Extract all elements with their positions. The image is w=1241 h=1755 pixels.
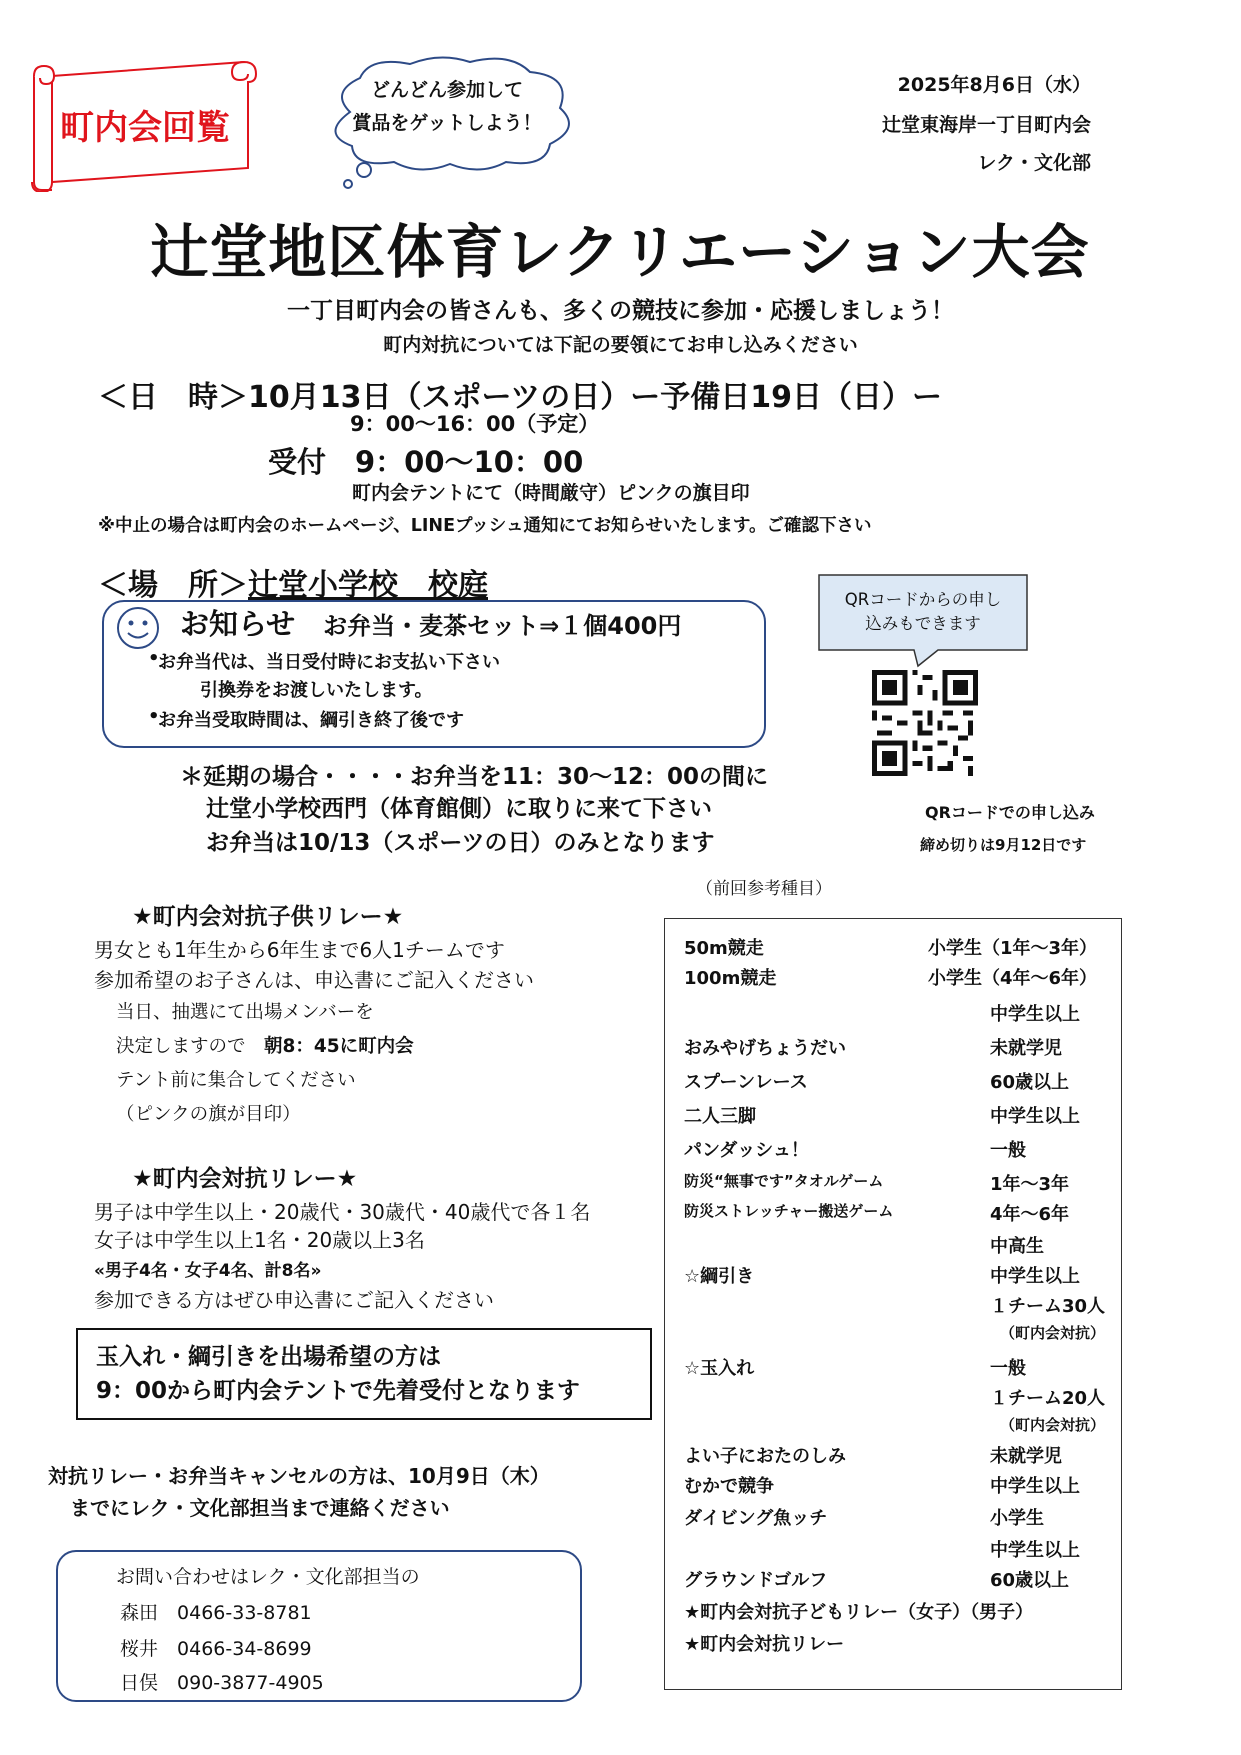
department: レク・文化部 (977, 152, 1091, 174)
previous-events-caption: （前回参考種目） (696, 879, 832, 899)
relay-line: 女子は中学生以上1名・20歳以上3名 (94, 1228, 425, 1252)
event-eligibility: 未就学児 (990, 1038, 1062, 1059)
event-eligibility: 60歳以上 (990, 1072, 1070, 1093)
reception-time: 受付 9：00〜10：00 (268, 445, 584, 479)
event-name: 50m競走 (684, 938, 764, 959)
notice-item: • お弁当受取時間は、綱引き終了後です (158, 706, 464, 732)
qr-callout-line: QRコードからの申し (844, 590, 1002, 609)
cloud-line: 賞品をゲットしよう！ (352, 112, 542, 134)
circulation-badge: 町内会回覧 (60, 108, 230, 148)
event-time: 9：00〜16：00（予定） (350, 412, 600, 436)
subtitle-1: 一丁目町内会の皆さんも、多くの競技に参加・応援しましょう！ (287, 298, 954, 324)
relay-heading: ★町内会対抗リレー★ (132, 1166, 358, 1192)
event-name: ☆玉入れ (684, 1358, 755, 1379)
notice-item: 引換券をお渡しいたします。 (200, 680, 433, 701)
event-title: 辻堂地区体育レクリエーション大会 (150, 218, 1090, 286)
kids-relay-line: テント前に集合してください (116, 1070, 356, 1091)
event-name: 防災“無事です”タオルゲーム (684, 1172, 884, 1190)
notice-heading: お知らせ (180, 607, 296, 641)
contact-row (120, 1634, 312, 1661)
relay-line: 男子は中学生以上・20歳代・30歳代・40歳代で各１名 (94, 1200, 591, 1224)
relay-line: «男子4名・女子4名、計8名» (94, 1261, 322, 1281)
event-name: むかで競争 (684, 1476, 774, 1497)
event-name: 二人三脚 (684, 1106, 756, 1127)
postpone-line: お弁当は10/13（スポーツの日）のみとなります (206, 830, 715, 856)
event-eligibility: 中学生以上 (990, 1476, 1080, 1497)
qr-deadline: 締め切りは9月12日です (920, 836, 1087, 854)
contact-name: 日俣 (120, 1672, 159, 1694)
postpone-line: ＊延期の場合・・・・お弁当を11：30〜12：00の間に (180, 764, 769, 790)
event-eligibility: 60歳以上 (990, 1570, 1070, 1591)
contact-phone[interactable]: 0466-33-8781 (177, 1602, 312, 1624)
qr-code[interactable] (872, 670, 978, 776)
event-name: ★町内会対抗リレー (684, 1634, 845, 1655)
event-eligibility: 中学生以上 (990, 1266, 1080, 1287)
event-name: グラウンドゴルフ (684, 1570, 828, 1591)
contact-phone[interactable]: 0466-34-8699 (177, 1638, 312, 1660)
qr-callout (820, 588, 1026, 636)
contact-phone[interactable]: 090-3877-4905 (177, 1672, 324, 1694)
event-eligibility: 中学生以上 (990, 1004, 1080, 1025)
kids-relay-line (116, 1032, 414, 1058)
contact-intro: お問い合わせはレク・文化部担当の (116, 1566, 420, 1588)
event-name: 防災ストレッチャー搬送ゲーム (684, 1202, 894, 1220)
qr-caption: QRコードでの申し込み (925, 803, 1095, 822)
cancellation-note: ※中止の場合は町内会のホームページ、LINEプッシュ通知にてお知らせいたします。ご確認下さい (98, 516, 872, 536)
cancel-line: 対抗リレー・お弁当キャンセルの方は、10月9日（木） (48, 1464, 550, 1488)
event-name: よい子におたのしみ (684, 1446, 846, 1467)
event-eligibility: 小学生 (990, 1508, 1044, 1529)
qr-callout-line: 込みもできます (865, 614, 981, 633)
event-eligibility: （町内会対抗） (1000, 1324, 1106, 1342)
event-name: スプーンレース (684, 1072, 808, 1093)
postpone-line: 辻堂小学校西門（体育館側）に取りに来て下さい (206, 796, 712, 822)
tama-line: 9：00から町内会テントで先着受付となります (96, 1378, 580, 1404)
place-value: 辻堂小学校 校庭 (248, 568, 488, 603)
event-name: ★町内会対抗子どもリレー（女子）（男子） (684, 1602, 1034, 1623)
event-eligibility: １チーム20人 (990, 1388, 1106, 1409)
contact-name: 桜井 (120, 1638, 159, 1660)
issue-date: 2025年8月6日（水） (897, 74, 1091, 96)
kids-relay-line: 男女とも1年生から6年生まで6人1チームです (94, 938, 505, 962)
contact-row (120, 1598, 312, 1625)
event-eligibility: 一般 (990, 1358, 1026, 1379)
event-name: 100m競走 (684, 968, 777, 989)
event-eligibility: 中高生 (990, 1236, 1044, 1257)
event-eligibility: 中学生以上 (990, 1540, 1080, 1561)
event-place (98, 560, 488, 604)
event-eligibility: 1年〜3年 (990, 1174, 1070, 1195)
kids-relay-line: （ピンクの旗が目印） (116, 1104, 301, 1125)
kids-relay-line: 参加希望のお子さんは、申込書にご記入ください (94, 968, 534, 992)
event-name: ダイビング魚ッチ (684, 1508, 828, 1529)
event-name: ☆綱引き (684, 1266, 755, 1287)
organization: 辻堂東海岸一丁目町内会 (881, 114, 1091, 136)
event-eligibility: 一般 (990, 1140, 1026, 1161)
event-eligibility: 小学生（1年〜3年） (928, 938, 1098, 959)
event-eligibility: 4年〜6年 (990, 1204, 1070, 1225)
contact-name: 森田 (120, 1602, 159, 1624)
cloud-message (322, 74, 572, 140)
cancel-line: までにレク・文化部担当まで連絡ください (70, 1496, 450, 1520)
bento-price: お弁当・麦茶セット⇒１個400円 (323, 612, 682, 640)
reception-place: 町内会テントにて（時間厳守）ピンクの旗目印 (352, 482, 750, 504)
event-eligibility: （町内会対抗） (1000, 1416, 1106, 1434)
kids-relay-text: 決定しますので (116, 1036, 246, 1057)
event-eligibility: 小学生（4年〜6年） (928, 968, 1098, 989)
kids-relay-line: 当日、抽選にて出場メンバーを (116, 1002, 374, 1023)
kids-relay-heading: ★町内会対抗子供リレー★ (132, 904, 404, 930)
subtitle-2: 町内対抗については下記の要領にてお申し込みください (383, 334, 858, 356)
cloud-line: どんどん参加して (370, 79, 523, 101)
notice-item: • お弁当代は、当日受付時にお支払い下さい (158, 648, 500, 674)
event-eligibility: 未就学児 (990, 1446, 1062, 1467)
event-datetime: ＜日 時＞10月13日（スポーツの日）ー予備日19日（日）ー (98, 380, 943, 415)
event-name: パンダッシュ！ (684, 1140, 809, 1161)
tama-line: 玉入れ・綱引きを出場希望の方は (96, 1344, 441, 1370)
event-eligibility: 中学生以上 (990, 1106, 1080, 1127)
contact-row (120, 1668, 324, 1695)
notice-title (180, 602, 681, 643)
smiley-icon (116, 606, 160, 650)
event-name: おみやげちょうだい (684, 1038, 846, 1059)
place-label: ＜場 所＞ (98, 568, 248, 603)
relay-line: 参加できる方はぜひ申込書にご記入ください (94, 1288, 494, 1312)
event-eligibility: １チーム30人 (990, 1296, 1106, 1317)
kids-relay-time: 朝8：45に町内会 (264, 1036, 414, 1057)
